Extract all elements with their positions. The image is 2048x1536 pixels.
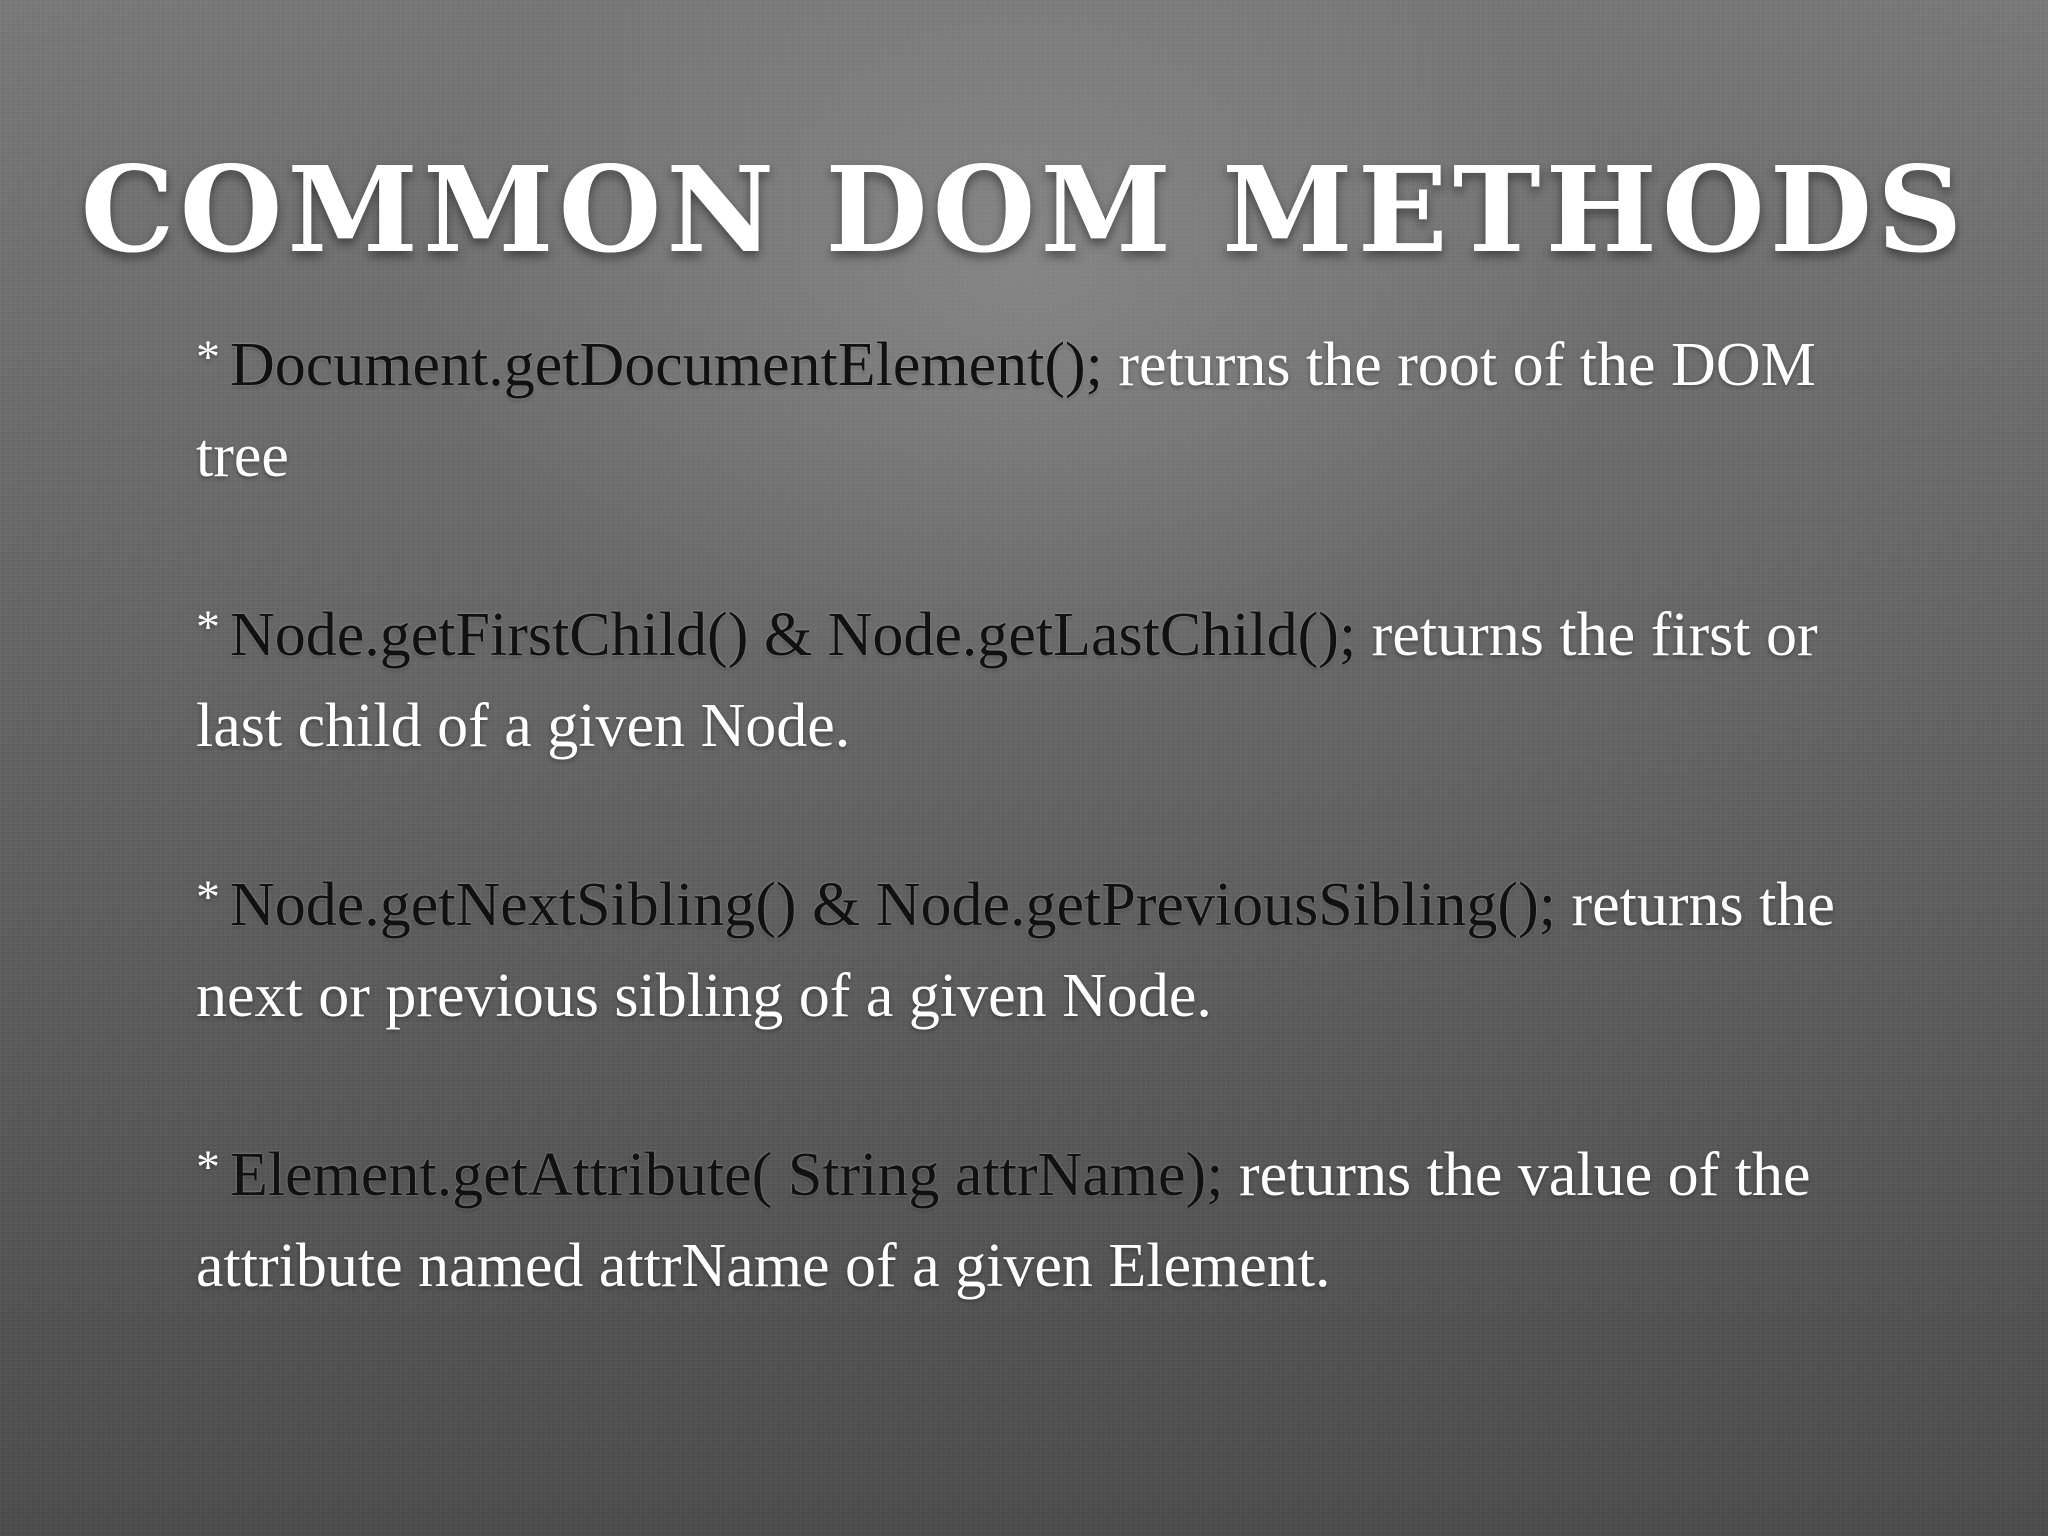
method-description: returns the value of the attribute named attrName of a given Element. bbox=[196, 1141, 1811, 1300]
asterisk-bullet-icon: * bbox=[196, 1141, 220, 1194]
method-description: returns the next or previous sibling of a given Node. bbox=[196, 871, 1835, 1030]
bullet-list bbox=[196, 322, 1896, 1310]
method-description: returns the root of the DOM tree bbox=[196, 331, 1816, 490]
bullet-item-first-last-child bbox=[196, 592, 1896, 770]
method-signature: Element.getAttribute( String attrName); bbox=[230, 1141, 1224, 1209]
asterisk-bullet-icon: * bbox=[196, 331, 220, 384]
method-description: returns the first or last child of a given Node. bbox=[196, 601, 1818, 760]
method-signature: Node.getFirstChild() & Node.getLastChild(); bbox=[230, 601, 1357, 669]
asterisk-bullet-icon: * bbox=[196, 601, 220, 654]
asterisk-bullet-icon: * bbox=[196, 871, 220, 924]
bullet-item-get-attribute bbox=[196, 1132, 1896, 1310]
method-signature: Document.getDocumentElement(); bbox=[230, 331, 1103, 399]
bullet-item-next-previous-sibling bbox=[196, 862, 1896, 1040]
slide-title: COMMON DOM METHODS bbox=[80, 140, 1968, 279]
method-signature: Node.getNextSibling() & Node.getPreviousSibling(); bbox=[230, 871, 1556, 939]
bullet-item-document-element bbox=[196, 322, 1896, 500]
